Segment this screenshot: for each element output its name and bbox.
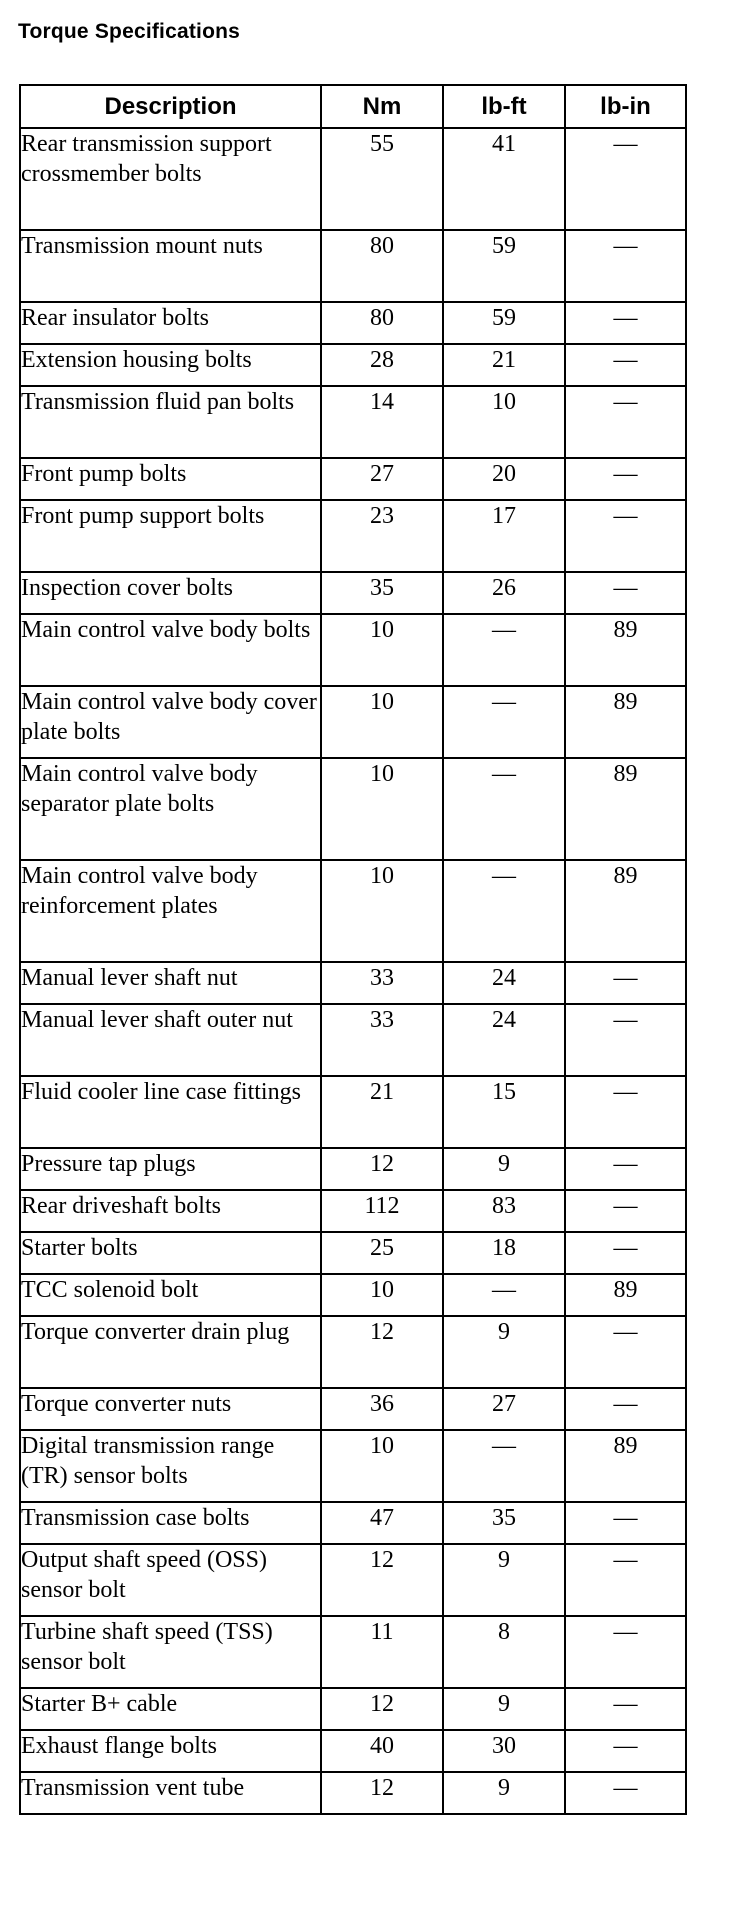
table-row bbox=[20, 614, 686, 686]
cell-description: Front pump bolts bbox=[20, 458, 321, 500]
cell-description: Exhaust flange bolts bbox=[20, 1730, 321, 1772]
cell-description: Transmission mount nuts bbox=[20, 230, 321, 302]
cell-lbin: 89 bbox=[565, 614, 686, 686]
cell-lbft: 27 bbox=[443, 1388, 565, 1430]
cell-nm: 112 bbox=[321, 1190, 443, 1232]
cell-lbin: — bbox=[565, 962, 686, 1004]
cell-nm: 35 bbox=[321, 572, 443, 614]
table-row bbox=[20, 230, 686, 302]
cell-nm: 10 bbox=[321, 1430, 443, 1502]
cell-description: Starter B+ cable bbox=[20, 1688, 321, 1730]
cell-lbin: — bbox=[565, 1148, 686, 1190]
table-row bbox=[20, 1388, 686, 1430]
cell-lbin: — bbox=[565, 344, 686, 386]
cell-nm: 33 bbox=[321, 1004, 443, 1076]
table-row bbox=[20, 458, 686, 500]
cell-lbin: — bbox=[565, 1190, 686, 1232]
table-row bbox=[20, 1232, 686, 1274]
cell-description: Fluid cooler line case fittings bbox=[20, 1076, 321, 1148]
cell-lbin: 89 bbox=[565, 1430, 686, 1502]
cell-description: Main control valve body bolts bbox=[20, 614, 321, 686]
cell-lbft: 41 bbox=[443, 128, 565, 230]
torque-spec-table bbox=[19, 84, 687, 1815]
cell-nm: 27 bbox=[321, 458, 443, 500]
cell-lbft: 17 bbox=[443, 500, 565, 572]
cell-lbft: 24 bbox=[443, 1004, 565, 1076]
cell-nm: 11 bbox=[321, 1616, 443, 1688]
cell-description: Main control valve body cover plate bolts bbox=[20, 686, 321, 758]
cell-description: Manual lever shaft outer nut bbox=[20, 1004, 321, 1076]
cell-lbin: — bbox=[565, 386, 686, 458]
cell-nm: 28 bbox=[321, 344, 443, 386]
table-row bbox=[20, 758, 686, 860]
table-row bbox=[20, 1502, 686, 1544]
cell-lbft: — bbox=[443, 686, 565, 758]
cell-lbin: 89 bbox=[565, 758, 686, 860]
table-row bbox=[20, 1274, 686, 1316]
cell-lbft: 9 bbox=[443, 1544, 565, 1616]
cell-lbin: — bbox=[565, 1502, 686, 1544]
cell-description: Pressure tap plugs bbox=[20, 1148, 321, 1190]
cell-nm: 12 bbox=[321, 1148, 443, 1190]
cell-lbft: 21 bbox=[443, 344, 565, 386]
header-nm: Nm bbox=[321, 85, 443, 128]
cell-lbft: 35 bbox=[443, 1502, 565, 1544]
cell-lbft: 59 bbox=[443, 230, 565, 302]
cell-description: TCC solenoid bolt bbox=[20, 1274, 321, 1316]
cell-lbft: 24 bbox=[443, 962, 565, 1004]
table-header-row bbox=[20, 85, 686, 128]
cell-lbin: 89 bbox=[565, 686, 686, 758]
cell-lbin: — bbox=[565, 1076, 686, 1148]
cell-description: Main control valve body reinforcement plates bbox=[20, 860, 321, 962]
table-row bbox=[20, 572, 686, 614]
cell-lbin: — bbox=[565, 1388, 686, 1430]
cell-lbin: — bbox=[565, 128, 686, 230]
cell-lbft: 59 bbox=[443, 302, 565, 344]
cell-lbft: 18 bbox=[443, 1232, 565, 1274]
cell-lbin: — bbox=[565, 500, 686, 572]
cell-lbin: — bbox=[565, 1316, 686, 1388]
cell-description: Transmission fluid pan bolts bbox=[20, 386, 321, 458]
cell-nm: 36 bbox=[321, 1388, 443, 1430]
cell-description: Rear transmission support crossmember bolts bbox=[20, 128, 321, 230]
cell-nm: 47 bbox=[321, 1502, 443, 1544]
table-row bbox=[20, 1730, 686, 1772]
table-row bbox=[20, 1688, 686, 1730]
table-row bbox=[20, 128, 686, 230]
table-row bbox=[20, 500, 686, 572]
cell-description: Digital transmission range (TR) sensor bolts bbox=[20, 1430, 321, 1502]
table-row bbox=[20, 1544, 686, 1616]
cell-lbft: 26 bbox=[443, 572, 565, 614]
table-row bbox=[20, 386, 686, 458]
table-row bbox=[20, 1616, 686, 1688]
cell-description: Output shaft speed (OSS) sensor bolt bbox=[20, 1544, 321, 1616]
cell-lbin: — bbox=[565, 572, 686, 614]
cell-lbin: — bbox=[565, 458, 686, 500]
cell-lbft: 20 bbox=[443, 458, 565, 500]
cell-description: Transmission case bolts bbox=[20, 1502, 321, 1544]
cell-lbin: 89 bbox=[565, 860, 686, 962]
cell-lbin: 89 bbox=[565, 1274, 686, 1316]
cell-lbft: — bbox=[443, 1430, 565, 1502]
cell-description: Turbine shaft speed (TSS) sensor bolt bbox=[20, 1616, 321, 1688]
cell-description: Main control valve body separator plate bolts bbox=[20, 758, 321, 860]
cell-lbin: — bbox=[565, 1688, 686, 1730]
table-row bbox=[20, 1004, 686, 1076]
cell-lbin: — bbox=[565, 1004, 686, 1076]
cell-lbft: 9 bbox=[443, 1772, 565, 1814]
table-body bbox=[20, 128, 686, 1814]
cell-nm: 10 bbox=[321, 1274, 443, 1316]
cell-lbin: — bbox=[565, 1772, 686, 1814]
cell-description: Starter bolts bbox=[20, 1232, 321, 1274]
table-row bbox=[20, 686, 686, 758]
cell-description: Rear driveshaft bolts bbox=[20, 1190, 321, 1232]
cell-description: Extension housing bolts bbox=[20, 344, 321, 386]
cell-lbin: — bbox=[565, 1730, 686, 1772]
cell-nm: 25 bbox=[321, 1232, 443, 1274]
cell-nm: 23 bbox=[321, 500, 443, 572]
cell-nm: 12 bbox=[321, 1772, 443, 1814]
cell-nm: 10 bbox=[321, 686, 443, 758]
cell-nm: 10 bbox=[321, 860, 443, 962]
cell-nm: 80 bbox=[321, 230, 443, 302]
table-row bbox=[20, 302, 686, 344]
cell-lbin: — bbox=[565, 302, 686, 344]
cell-description: Torque converter drain plug bbox=[20, 1316, 321, 1388]
header-lbft: lb-ft bbox=[443, 85, 565, 128]
header-lbin: lb-in bbox=[565, 85, 686, 128]
table-row bbox=[20, 344, 686, 386]
table-row bbox=[20, 1148, 686, 1190]
table-row bbox=[20, 1772, 686, 1814]
cell-description: Front pump support bolts bbox=[20, 500, 321, 572]
cell-description: Transmission vent tube bbox=[20, 1772, 321, 1814]
table-row bbox=[20, 1190, 686, 1232]
table-row bbox=[20, 962, 686, 1004]
cell-lbft: — bbox=[443, 614, 565, 686]
cell-lbin: — bbox=[565, 1544, 686, 1616]
cell-description: Rear insulator bolts bbox=[20, 302, 321, 344]
header-description: Description bbox=[20, 85, 321, 128]
cell-nm: 21 bbox=[321, 1076, 443, 1148]
cell-lbft: 9 bbox=[443, 1148, 565, 1190]
cell-lbft: 15 bbox=[443, 1076, 565, 1148]
cell-description: Torque converter nuts bbox=[20, 1388, 321, 1430]
cell-nm: 10 bbox=[321, 758, 443, 860]
table-row bbox=[20, 860, 686, 962]
cell-lbin: — bbox=[565, 1616, 686, 1688]
cell-nm: 40 bbox=[321, 1730, 443, 1772]
cell-lbin: — bbox=[565, 230, 686, 302]
cell-description: Manual lever shaft nut bbox=[20, 962, 321, 1004]
cell-lbft: — bbox=[443, 1274, 565, 1316]
cell-nm: 12 bbox=[321, 1316, 443, 1388]
cell-nm: 12 bbox=[321, 1688, 443, 1730]
page-title: Torque Specifications bbox=[18, 20, 241, 43]
cell-description: Inspection cover bolts bbox=[20, 572, 321, 614]
cell-nm: 33 bbox=[321, 962, 443, 1004]
table-row bbox=[20, 1076, 686, 1148]
cell-nm: 10 bbox=[321, 614, 443, 686]
cell-nm: 80 bbox=[321, 302, 443, 344]
cell-lbft: 9 bbox=[443, 1316, 565, 1388]
cell-lbft: 8 bbox=[443, 1616, 565, 1688]
cell-lbft: 9 bbox=[443, 1688, 565, 1730]
cell-lbft: 30 bbox=[443, 1730, 565, 1772]
cell-lbft: — bbox=[443, 860, 565, 962]
cell-nm: 12 bbox=[321, 1544, 443, 1616]
table-row bbox=[20, 1316, 686, 1388]
cell-lbft: 10 bbox=[443, 386, 565, 458]
cell-nm: 55 bbox=[321, 128, 443, 230]
cell-lbin: — bbox=[565, 1232, 686, 1274]
cell-nm: 14 bbox=[321, 386, 443, 458]
cell-lbft: — bbox=[443, 758, 565, 860]
table-row bbox=[20, 1430, 686, 1502]
cell-lbft: 83 bbox=[443, 1190, 565, 1232]
